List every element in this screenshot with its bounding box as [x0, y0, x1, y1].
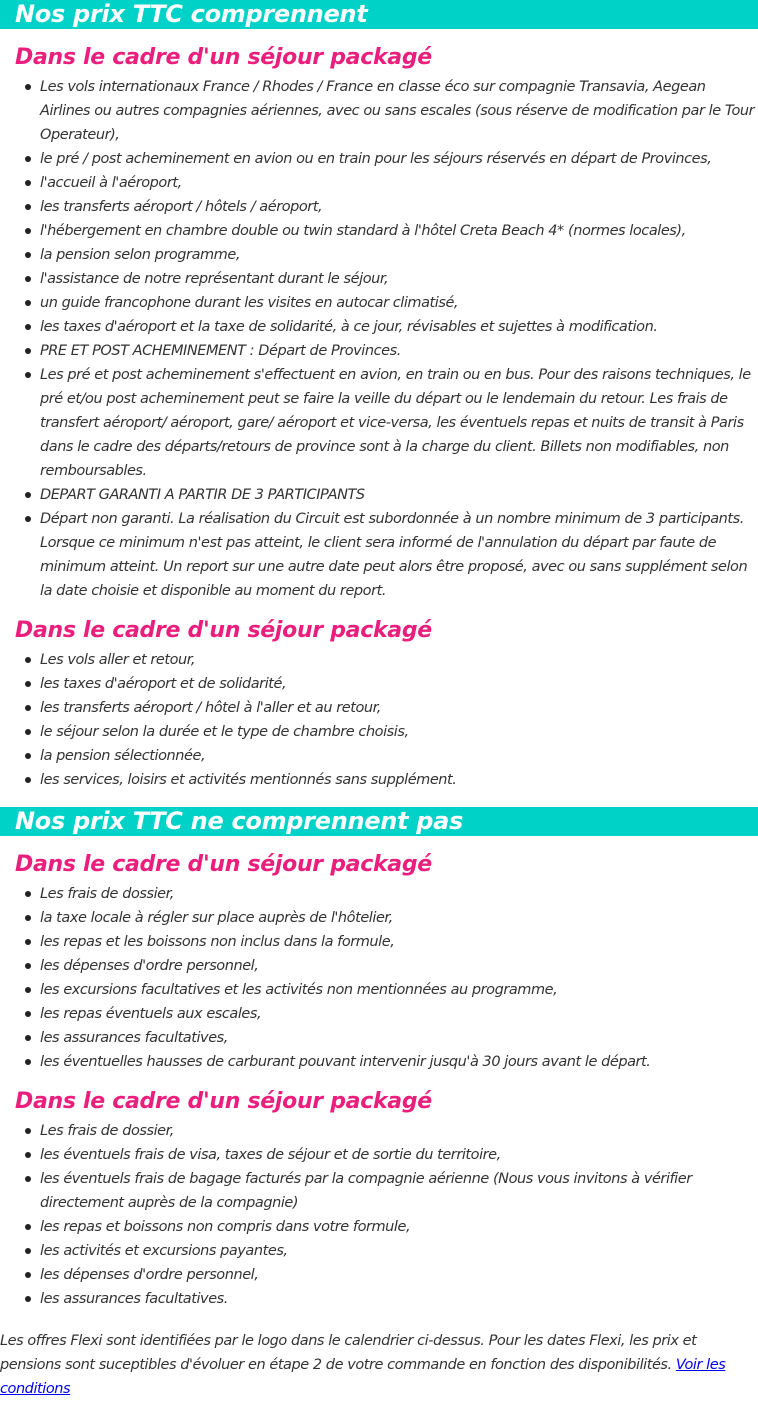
list-item [40, 696, 758, 720]
bullet-icon [25, 252, 31, 258]
bullet-icon [25, 987, 31, 993]
bullet-icon [25, 276, 31, 282]
list-item [40, 930, 758, 954]
list-item [40, 648, 758, 672]
bullet-icon [25, 1035, 31, 1041]
bullet-icon [25, 1152, 31, 1158]
list-item [40, 339, 758, 363]
bullet-icon [25, 891, 31, 897]
list-item-text: les taxes d'aéroport et la taxe de solidarité, à ce jour, révisables et sujettes à modification. [40, 319, 658, 335]
list-item [40, 768, 758, 792]
list-item-text: le séjour selon la durée et le type de chambre choisis, [40, 724, 409, 740]
list-item [40, 672, 758, 696]
list-item-text: les assurances facultatives, [40, 1030, 228, 1046]
flexi-note-text: Les offres Flexi sont identifiées par le logo dans le calendrier ci-dessus. Pour les dates Flexi, les prix et pensions sont suceptibles d'évoluer en étape 2 de votre commande en fonction des disponibilités. [0, 1333, 697, 1373]
excluded-banner: Nos prix TTC ne comprennent pas [0, 807, 758, 836]
list-item [40, 243, 758, 267]
excluded-package-heading-2: Dans le cadre d'un séjour packagé [15, 1089, 432, 1114]
list-item-text: un guide francophone durant les visites en autocar climatisé, [40, 295, 459, 311]
bullet-icon [25, 729, 31, 735]
list-item [40, 1287, 758, 1311]
bullet-icon [25, 324, 31, 330]
list-item-text: les éventuels frais de visa, taxes de séjour et de sortie du territoire, [40, 1147, 501, 1163]
included-banner: Nos prix TTC comprennent [0, 0, 758, 29]
bullet-icon [25, 753, 31, 759]
bullet-icon [25, 1176, 31, 1182]
bullet-icon [25, 777, 31, 783]
list-item-text: les repas et les boissons non inclus dans la formule, [40, 934, 395, 950]
list-item-text: Les pré et post acheminement s'effectuent en avion, en train ou en bus. Pour des raisons techniques, le pré et/ou post acheminement peut se faire la veille du départ ou le lendemain du retour. Les frais de transfert aéroport/ aéroport, gare/ aéroport et vice-versa, les éventuels repas et nuits de transit à Paris dans le cadre des départs/retours de province sont à la charge du client. Billets non modifiables, non remboursables. [40, 367, 751, 479]
bullet-icon [25, 1296, 31, 1302]
list-item [40, 171, 758, 195]
list-item [40, 1002, 758, 1026]
list-item-text: les taxes d'aéroport et de solidarité, [40, 676, 287, 692]
list-item-text: Départ non garanti. La réalisation du Circuit est subordonnée à un nombre minimum de 3 participants. Lorsque ce minimum n'est pas atteint, le client sera informé de l'annulation du départ par faute de minimum atteint. Un report sur une autre date peut alors être proposé, avec ou sans supplément selon la date choisie et disponible au moment du report. [40, 511, 748, 599]
list-item-text: les éventuelles hausses de carburant pouvant intervenir jusqu'à 30 jours avant le départ. [40, 1054, 651, 1070]
list-item-text: les dépenses d'ordre personnel, [40, 1267, 259, 1283]
list-item [40, 1050, 758, 1074]
bullet-icon [25, 963, 31, 969]
list-item-text: la taxe locale à régler sur place auprès de l'hôtelier, [40, 910, 393, 926]
bullet-icon [25, 915, 31, 921]
list-item-text: les transferts aéroport / hôtels / aéroport, [40, 199, 323, 215]
list-item-text: les transferts aéroport / hôtel à l'aller et au retour, [40, 700, 381, 716]
list-item [40, 1215, 758, 1239]
list-item-text: le pré / post acheminement en avion ou en train pour les séjours réservés en départ de Provinces, [40, 151, 712, 167]
list-item-text: les excursions facultatives et les activités non mentionnées au programme, [40, 982, 558, 998]
list-item [40, 978, 758, 1002]
list-item [40, 315, 758, 339]
bullet-icon [25, 228, 31, 234]
conditions-link[interactable]: Voir les conditions [0, 1357, 726, 1397]
list-item-text: les repas et boissons non compris dans votre formule, [40, 1219, 411, 1235]
bullet-icon [25, 1272, 31, 1278]
list-item-text: la pension sélectionnée, [40, 748, 206, 764]
list-item [40, 954, 758, 978]
included-package-heading-2: Dans le cadre d'un séjour packagé [15, 618, 432, 643]
bullet-icon [25, 1059, 31, 1065]
included-package-list-2 [0, 648, 758, 792]
list-item-text: Les frais de dossier, [40, 1123, 174, 1139]
list-item [40, 1263, 758, 1287]
flexi-offer-note [0, 1329, 758, 1401]
list-item-text: l'accueil à l'aéroport, [40, 175, 182, 191]
list-item-text: Les vols aller et retour, [40, 652, 196, 668]
section-excluded [0, 807, 758, 1311]
bullet-icon [25, 492, 31, 498]
list-item [40, 1026, 758, 1050]
list-item [40, 744, 758, 768]
list-item [40, 219, 758, 243]
list-item [40, 1239, 758, 1263]
bullet-icon [25, 372, 31, 378]
list-item-text: Les vols internationaux France / Rhodes / France en classe éco sur compagnie Transavia, Aegean Airlines ou autres compagnies aériennes, avec ou sans escales (sous réserve de modification par le Tour Operateur), [40, 79, 755, 143]
bullet-icon [25, 1248, 31, 1254]
bullet-icon [25, 84, 31, 90]
excluded-package-list-2 [0, 1119, 758, 1311]
bullet-icon [25, 204, 31, 210]
bullet-icon [25, 348, 31, 354]
list-item [40, 267, 758, 291]
list-item-text: la pension selon programme, [40, 247, 240, 263]
bullet-icon [25, 657, 31, 663]
bullet-icon [25, 705, 31, 711]
list-item-text: Les frais de dossier, [40, 886, 174, 902]
bullet-icon [25, 681, 31, 687]
bullet-icon [25, 156, 31, 162]
bullet-icon [25, 1011, 31, 1017]
bullet-icon [25, 516, 31, 522]
list-item-text: les éventuels frais de bagage facturés par la compagnie aérienne (Nous vous invitons à vérifier directement auprès de la compagnie) [40, 1171, 692, 1211]
bullet-icon [25, 180, 31, 186]
list-item-text: les repas éventuels aux escales, [40, 1006, 262, 1022]
list-item-text: PRE ET POST ACHEMINEMENT : Départ de Provinces. [40, 343, 401, 359]
list-item-text: les activités et excursions payantes, [40, 1243, 288, 1259]
bullet-icon [25, 300, 31, 306]
list-item [40, 1143, 758, 1167]
included-package-list [0, 75, 758, 603]
list-item-text: les services, loisirs et activités mentionnés sans supplément. [40, 772, 457, 788]
excluded-package-list [0, 882, 758, 1074]
list-item [40, 882, 758, 906]
excluded-package-heading: Dans le cadre d'un séjour packagé [15, 852, 432, 877]
list-item [40, 507, 758, 603]
list-item [40, 906, 758, 930]
list-item [40, 363, 758, 483]
list-item-text: l'assistance de notre représentant durant le séjour, [40, 271, 389, 287]
list-item [40, 195, 758, 219]
list-item [40, 1167, 758, 1215]
list-item-text: l'hébergement en chambre double ou twin standard à l'hôtel Creta Beach 4* (normes locales), [40, 223, 686, 239]
bullet-icon [25, 1128, 31, 1134]
list-item [40, 720, 758, 744]
list-item [40, 291, 758, 315]
bullet-icon [25, 1224, 31, 1230]
list-item-text: les dépenses d'ordre personnel, [40, 958, 259, 974]
list-item [40, 1119, 758, 1143]
list-item [40, 483, 758, 507]
list-item [40, 147, 758, 171]
list-item-text: DEPART GARANTI A PARTIR DE 3 PARTICIPANTS [40, 487, 365, 503]
list-item-text: les assurances facultatives. [40, 1291, 228, 1307]
included-package-heading: Dans le cadre d'un séjour packagé [15, 45, 432, 70]
list-item [40, 75, 758, 147]
bullet-icon [25, 939, 31, 945]
